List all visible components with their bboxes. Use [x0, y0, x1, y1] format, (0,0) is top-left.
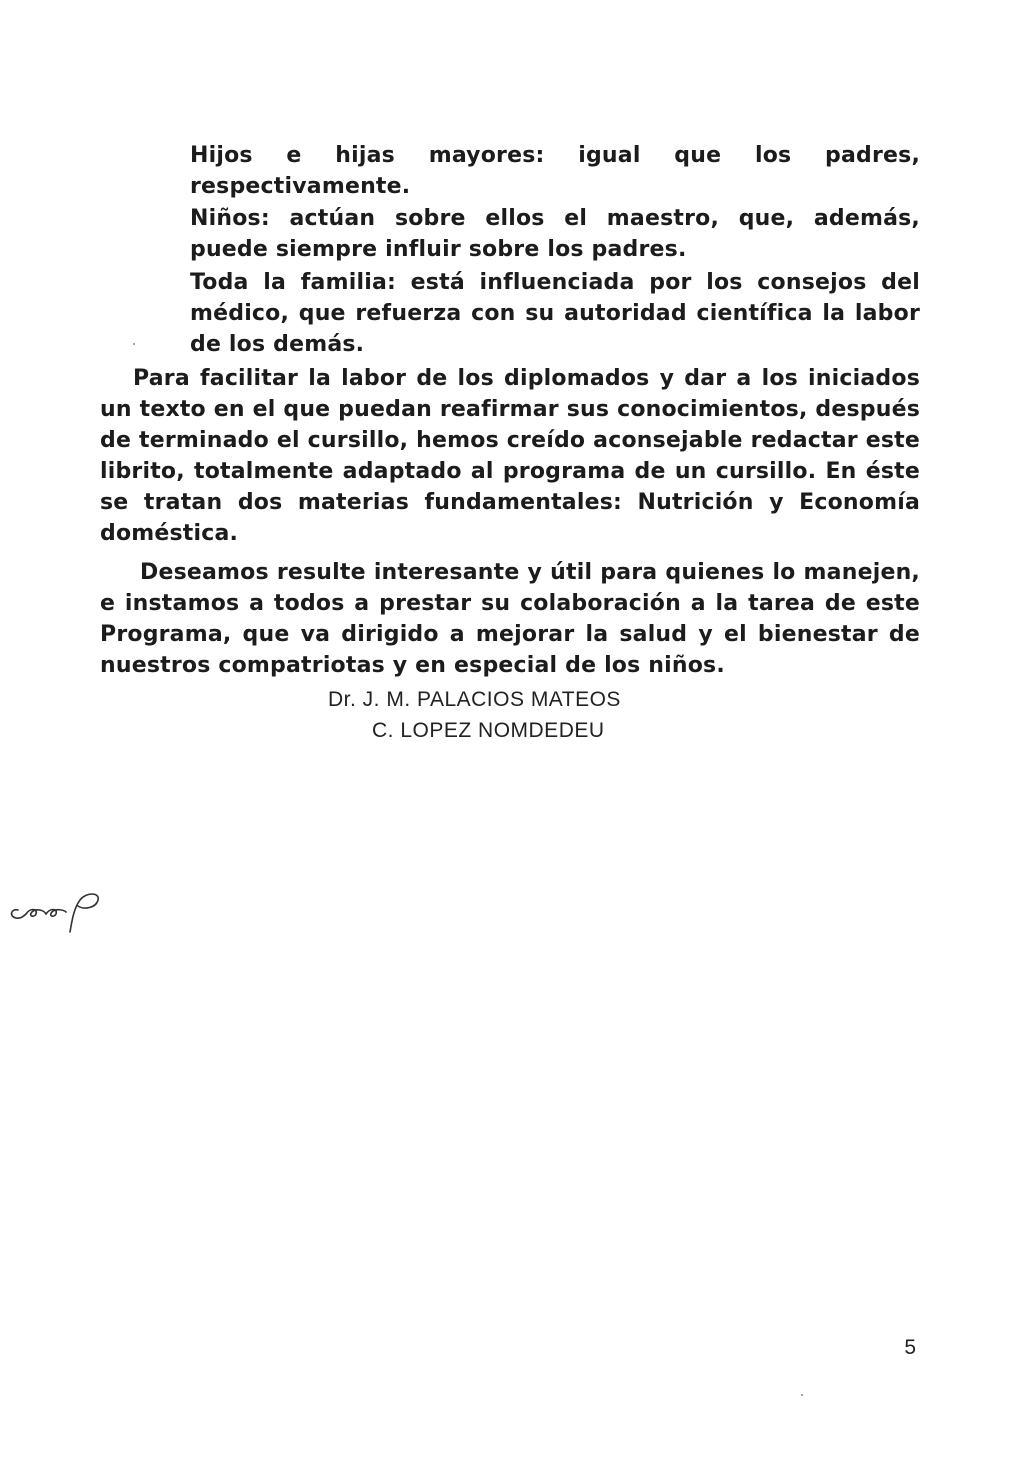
paper-speck — [801, 1394, 803, 1396]
paragraph-closing-wish: Deseamos resulte interesante y útil para quienes lo manejen, e instamos a todos a prestar su colaboración a la tarea de este Programa, que va dirigido a mejorar la salud y el bienestar de nuestros compatriotas y en especial de los niños. — [100, 560, 920, 678]
paragraph-older-children: Hijos e hijas mayores: igual que los padres, respectivamente. — [190, 143, 920, 199]
paragraph-children: Niños: actúan sobre ellos el maestro, que, además, puede siempre influir sobre los padres. — [190, 206, 920, 262]
page-number: 5 — [904, 1336, 916, 1359]
handwritten-initials-mark — [0, 880, 120, 940]
signature-author-1: Dr. J. M. PALACIOS MATEOS — [328, 688, 621, 711]
paragraph-purpose: Para facilitar la labor de los diplomados y dar a los iniciados un texto en el que puedan reafirmar sus conocimientos, después de terminado el cursillo, hemos creído aconsejable redactar este librito, totalmente adaptado al programa de un cursillo. En éste se tratan dos materias fundamentales: Nutrición y Economía doméstica. — [100, 366, 920, 546]
paper-speck — [133, 343, 135, 345]
signature-author-2: C. LOPEZ NOMDEDEU — [372, 719, 605, 742]
paragraph-whole-family: Toda la familia: está influenciada por los consejos del médico, que refuerza con su autoridad científica la labor de los demás. — [190, 270, 920, 357]
